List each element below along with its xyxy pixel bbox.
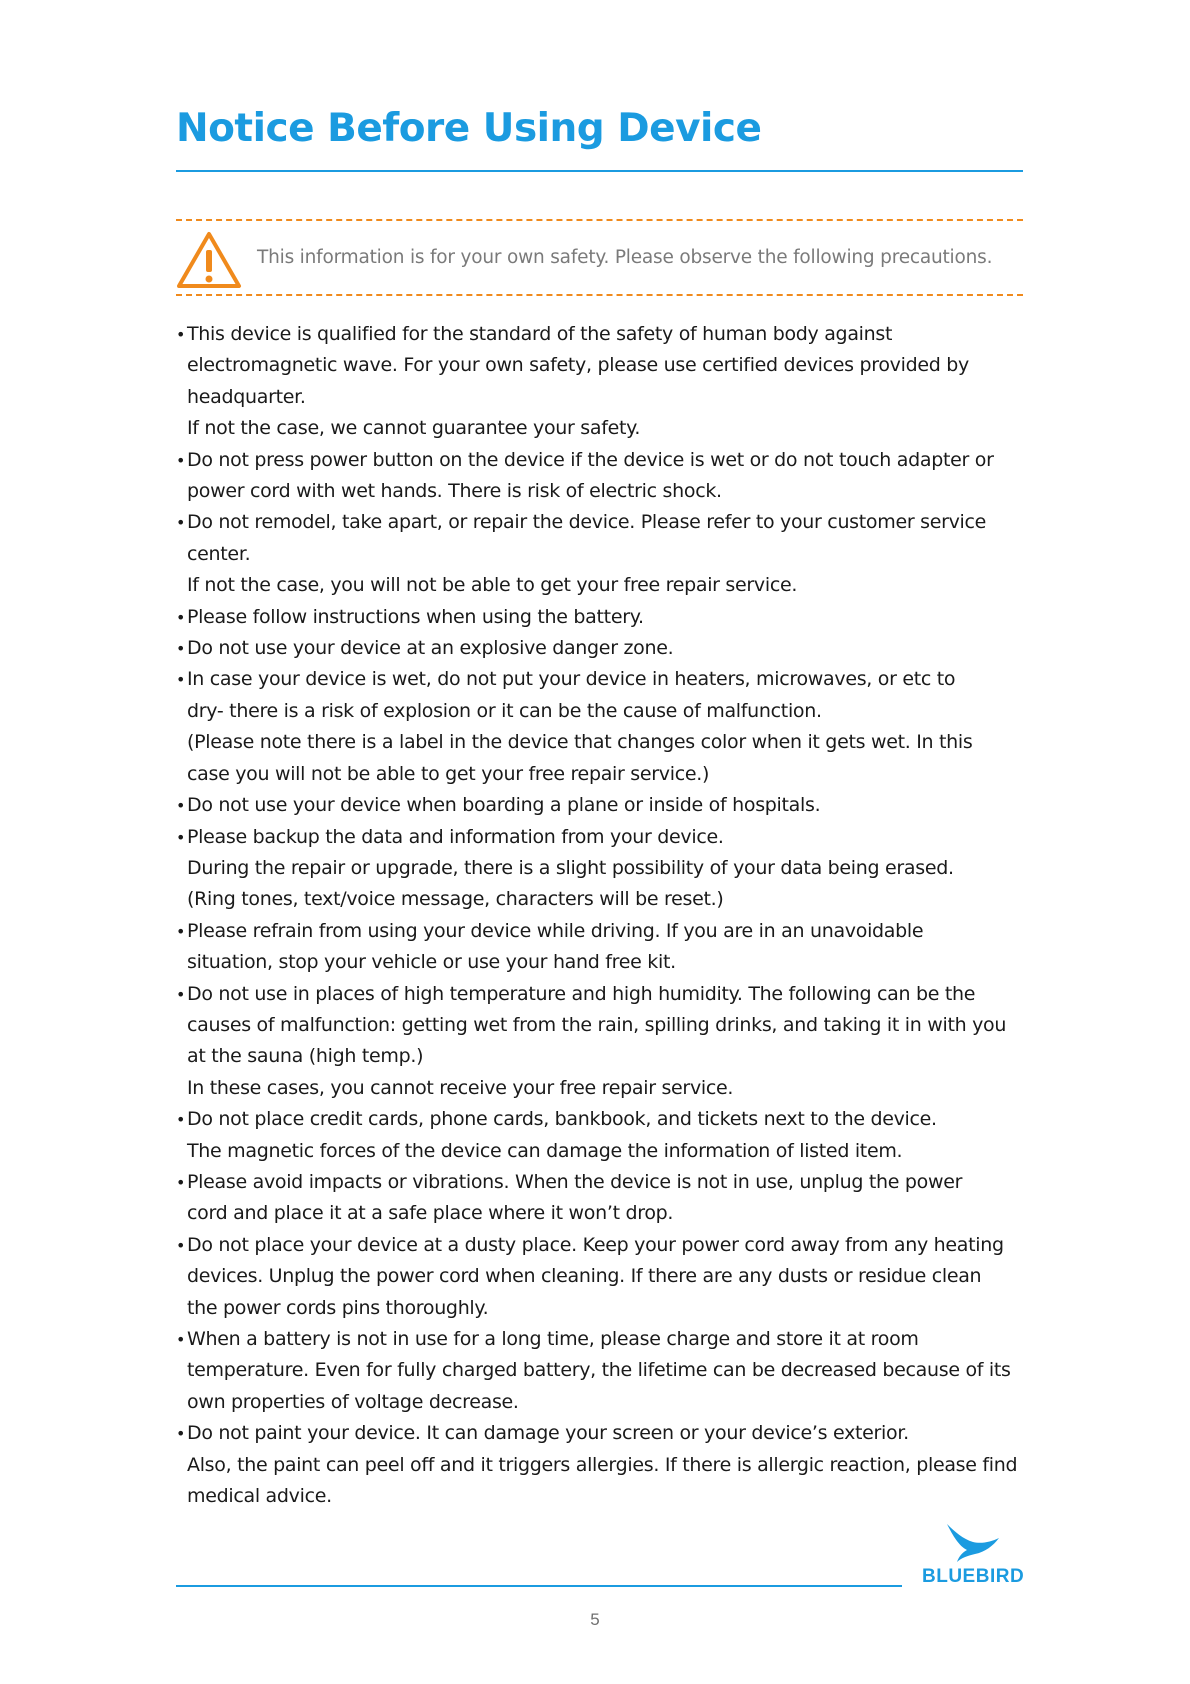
precaution-item	[176, 1418, 1036, 1512]
precaution-text-line: This device is qualified for the standard of the safety of human body against	[187, 323, 893, 345]
bullet-point: •	[176, 450, 186, 470]
brand-name: BLUEBIRD	[922, 1566, 1025, 1587]
bullet-point: •	[176, 607, 186, 627]
precaution-item	[176, 916, 1036, 979]
precaution-text-line: Do not use in places of high temperature and high humidity. The following can be the	[187, 982, 976, 1005]
precaution-text-line: Please follow instructions when using the battery.	[187, 605, 644, 628]
bullet-point: •	[176, 325, 186, 344]
precaution-text-line: Please backup the data and information from your device.	[187, 825, 724, 848]
precaution-text-line: During the repair or upgrade, there is a slight possibility of your data being erased.	[187, 856, 954, 879]
bullet-point: •	[176, 1330, 186, 1349]
precaution-text-line: Do not press power button on the device if the device is wet or do not touch adapter or	[187, 448, 994, 471]
bullet-point: •	[176, 1172, 186, 1192]
precaution-text-line: In these cases, you cannot receive your free repair service.	[187, 1076, 734, 1099]
precaution-text-line: (Please note there is a label in the device that changes color when it gets wet. In this	[187, 731, 973, 754]
bullet-point: •	[176, 670, 186, 690]
precaution-text-line: Do not use your device at an explosive danger zone.	[187, 637, 674, 660]
bullet-point: •	[176, 921, 186, 941]
precaution-text-line: In case your device is wet, do not put your device in heaters, microwaves, or etc to	[187, 668, 956, 691]
warning-triangle-icon	[175, 230, 243, 290]
precaution-text-line: medical advice.	[187, 1485, 332, 1508]
bullet-point: •	[176, 639, 186, 659]
precaution-text-line: If not the case, you will not be able to get your free repair service.	[187, 574, 798, 597]
precaution-text-line: Please refrain from using your device while driving. If you are in an unavoidable	[187, 919, 924, 942]
precaution-text-line: power cord with wet hands. There is risk of electric shock.	[187, 480, 722, 503]
precaution-text-line: The magnetic forces of the device can damage the information of listed item.	[187, 1139, 903, 1162]
footer-divider	[176, 1585, 902, 1587]
safety-notice-text: This information is for your own safety. Please observe the following precautions.	[257, 247, 993, 268]
precaution-text-line: Also, the paint can peel off and it triggers allergies. If there is allergic reaction, please find	[187, 1453, 1018, 1476]
bullet-point: •	[176, 513, 186, 533]
precaution-text-line: (Ring tones, text/voice message, characters will be reset.)	[187, 888, 724, 911]
precaution-item	[176, 1230, 1036, 1324]
precaution-item	[176, 507, 1036, 601]
precaution-item	[176, 445, 1036, 508]
precaution-text-line: causes of malfunction: getting wet from the rain, spilling drinks, and taking it in with you	[187, 1013, 1007, 1036]
precaution-text-line: center.	[187, 542, 251, 565]
bullet-point: •	[176, 1235, 186, 1255]
title-divider	[176, 170, 1023, 172]
precaution-text-line: case you will not be able to get your free repair service.)	[187, 762, 710, 785]
precaution-text-line: the power cords pins thoroughly.	[187, 1296, 489, 1319]
precaution-text-line: own properties of voltage decrease.	[187, 1390, 519, 1413]
precaution-item	[176, 664, 1036, 790]
precautions-list	[176, 319, 1036, 1512]
bullet-point: •	[176, 827, 186, 847]
precaution-item	[176, 319, 1036, 445]
precaution-text-line: If not the case, we cannot guarantee your safety.	[187, 417, 641, 440]
bullet-point: •	[176, 1424, 186, 1444]
precaution-text-line: electromagnetic wave. For your own safety, please use certified devices provided by	[187, 354, 969, 377]
precaution-text-line: Do not paint your device. It can damage your screen or your device’s exterior.	[187, 1422, 909, 1445]
precaution-text-line: Please avoid impacts or vibrations. When the device is not in use, unplug the power	[187, 1170, 963, 1193]
precaution-text-line: at the sauna (high temp.)	[187, 1045, 424, 1068]
precaution-text-line: When a battery is not in use for a long time, please charge and store it at room	[187, 1328, 919, 1350]
safety-box-bottom-border	[176, 294, 1023, 296]
precaution-text-line: headquarter.	[187, 385, 306, 408]
precaution-item	[176, 1167, 1036, 1230]
precaution-text-line: temperature. Even for fully charged battery, the lifetime can be decreased because of its	[187, 1359, 1011, 1382]
precaution-text-line: Do not use your device when boarding a plane or inside of hospitals.	[187, 794, 821, 817]
bluebird-logo-icon	[945, 1522, 1001, 1562]
precaution-item	[176, 979, 1036, 1105]
safety-box-top-border	[176, 219, 1023, 221]
precaution-text-line: Do not remodel, take apart, or repair the device. Please refer to your customer service	[187, 511, 987, 534]
precaution-item	[176, 790, 1036, 821]
bullet-point: •	[176, 796, 186, 816]
page-number: 5	[590, 1610, 600, 1629]
precaution-item	[176, 822, 1036, 916]
precaution-text-line: Do not place credit cards, phone cards, bankbook, and tickets next to the device.	[187, 1108, 937, 1131]
precaution-text-line: dry- there is a risk of explosion or it can be the cause of malfunction.	[187, 699, 822, 722]
precaution-text-line: situation, stop your vehicle or use your hand free kit.	[187, 951, 676, 974]
precaution-item	[176, 1324, 1036, 1418]
page-title: Notice Before Using Device	[176, 106, 762, 151]
precaution-item	[176, 1104, 1036, 1167]
bullet-point: •	[176, 1110, 186, 1130]
bullet-point: •	[176, 984, 186, 1004]
precaution-text-line: Do not place your device at a dusty place. Keep your power cord away from any heating	[187, 1233, 1004, 1256]
precaution-item	[176, 633, 1036, 664]
precaution-item	[176, 602, 1036, 633]
precaution-text-line: cord and place it at a safe place where it won’t drop.	[187, 1202, 674, 1225]
precaution-text-line: devices. Unplug the power cord when cleaning. If there are any dusts or residue clean	[187, 1265, 982, 1288]
